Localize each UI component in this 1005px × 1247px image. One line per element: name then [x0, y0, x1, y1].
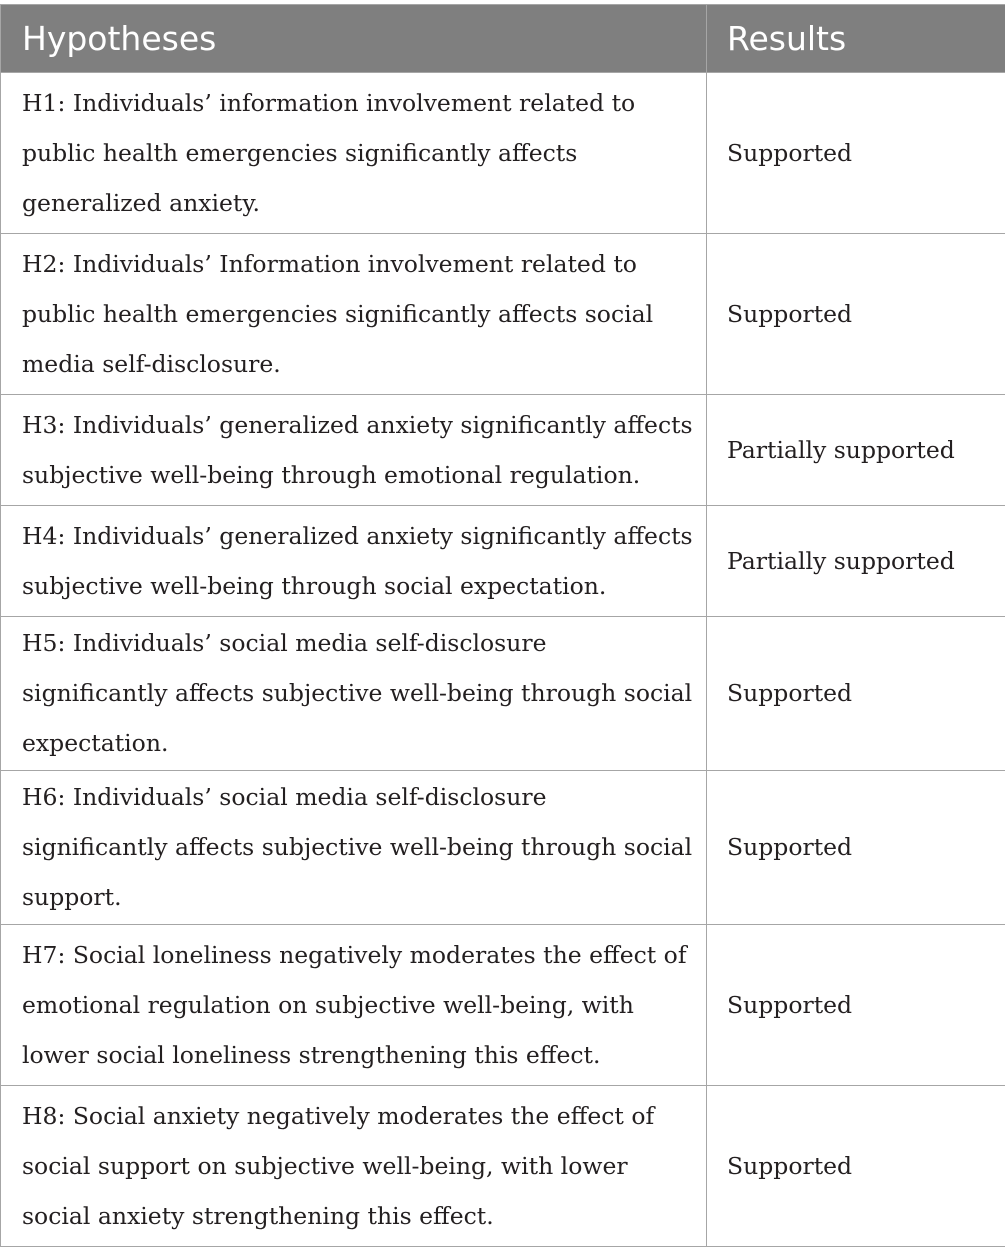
result-cell: Partially supported — [707, 395, 1005, 506]
result-cell: Supported — [707, 73, 1005, 234]
result-cell: Supported — [707, 1086, 1005, 1247]
hypotheses-results-table — [0, 4, 1005, 1247]
table-row — [1, 73, 1005, 234]
hypothesis-cell: H5: Individuals’ social media self-disclosure significantly affects subjective well-being through social expectation. — [1, 617, 707, 771]
hypothesis-cell: H3: Individuals’ generalized anxiety significantly affects subjective well-being through emotional regulation. — [1, 395, 707, 506]
table-row — [1, 395, 1005, 506]
hypothesis-cell: H7: Social loneliness negatively moderates the effect of emotional regulation on subjective well-being, with lower social loneliness strengthening this effect. — [1, 925, 707, 1086]
table-header — [1, 5, 1005, 73]
header-hypotheses: Hypotheses — [1, 5, 707, 73]
table-row — [1, 234, 1005, 395]
result-cell: Supported — [707, 617, 1005, 771]
table-row — [1, 1086, 1005, 1247]
hypothesis-cell: H8: Social anxiety negatively moderates the effect of social support on subjective well-being, with lower social anxiety strengthening this effect. — [1, 1086, 707, 1247]
result-cell: Supported — [707, 771, 1005, 925]
table-body — [1, 73, 1005, 1247]
header-row — [1, 5, 1005, 73]
hypothesis-cell: H6: Individuals’ social media self-disclosure significantly affects subjective well-being through social support. — [1, 771, 707, 925]
hypothesis-cell: H1: Individuals’ information involvement related to public health emergencies significantly affects generalized anxiety. — [1, 73, 707, 234]
table-row — [1, 617, 1005, 771]
table-row — [1, 925, 1005, 1086]
hypothesis-cell: H4: Individuals’ generalized anxiety significantly affects subjective well-being through social expectation. — [1, 506, 707, 617]
table-row — [1, 506, 1005, 617]
result-cell: Supported — [707, 234, 1005, 395]
table-row — [1, 771, 1005, 925]
header-results: Results — [707, 5, 1005, 73]
hypothesis-cell: H2: Individuals’ Information involvement related to public health emergencies significantly affects social media self-disclosure. — [1, 234, 707, 395]
result-cell: Supported — [707, 925, 1005, 1086]
result-cell: Partially supported — [707, 506, 1005, 617]
